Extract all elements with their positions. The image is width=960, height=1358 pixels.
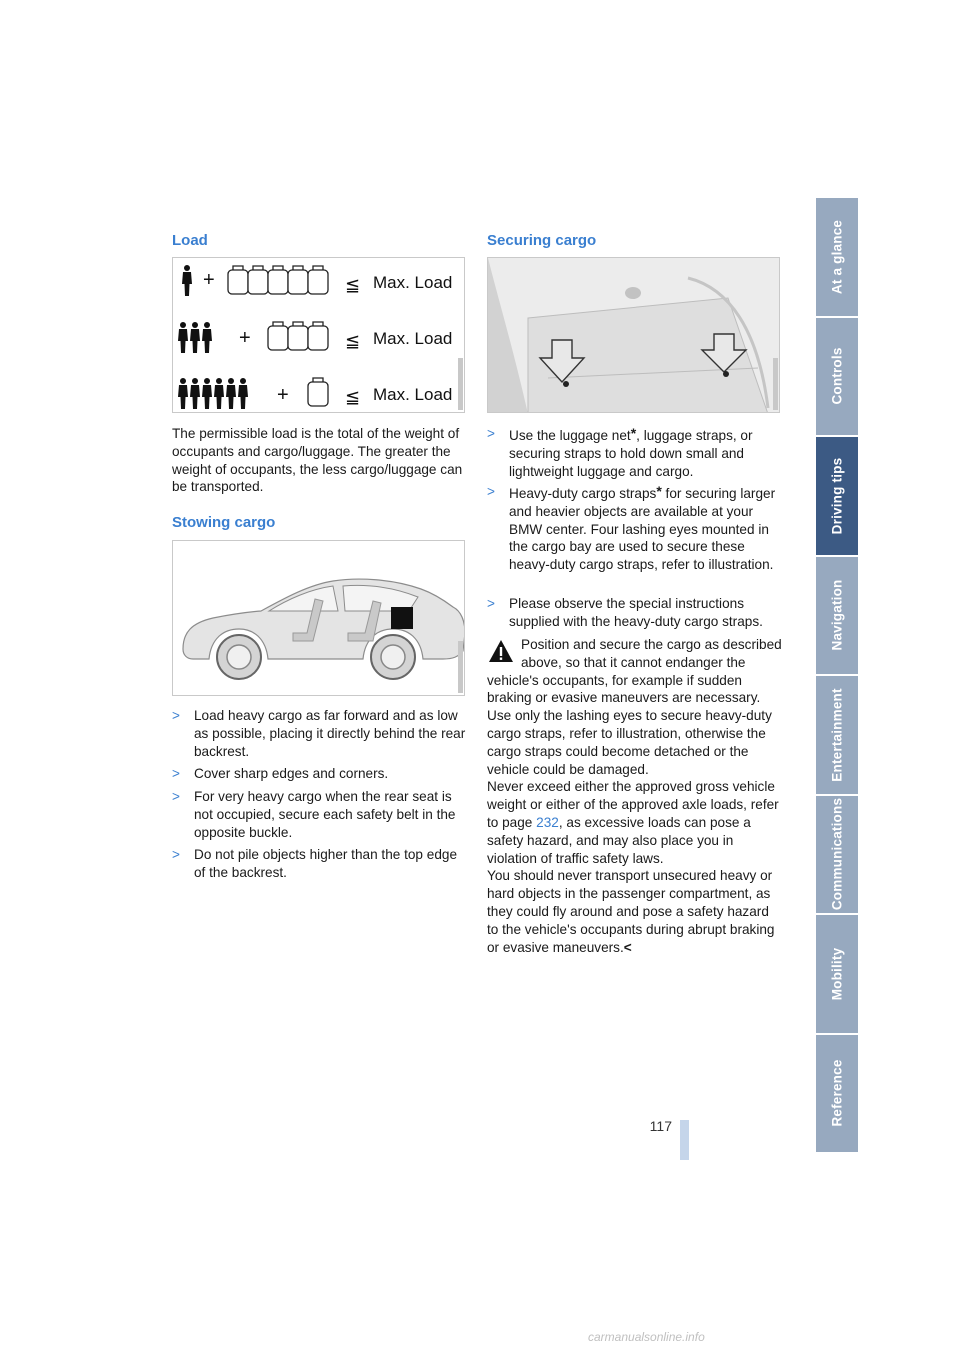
footer-watermark: carmanualsonline.info [588,1330,705,1344]
cargo-bay-illustration [488,258,780,413]
warning-paragraph-3-end: , as excessive loads can pose a safety hazard, and may also place you in violation of traffic safety laws. [487,814,751,866]
side-tabs [816,198,858,1154]
bullet-text: Please observe the special instructions supplied with the heavy-duty cargo straps. [509,596,763,629]
bullet-text: for securing larger and heavier objects are available at your BMW center. Four lashing eyes mounted in the cargo bay are used to secure these heavy-duty cargo straps, refer to illustration. [509,486,776,573]
car-figure [172,540,465,696]
bullet-mark: > [172,789,180,804]
bullet-text: , luggage straps, or securing straps to hold down small and lightweight luggage and cargo. [509,428,753,479]
svg-text:+: + [277,384,289,406]
tab-controls[interactable] [816,318,858,438]
stowing-bullet-4 [172,846,467,882]
bullet-text: Cover sharp edges and corners. [194,766,389,781]
bullet-mark: > [487,484,495,499]
tab-label: Reference [829,1059,845,1127]
svg-text:≦: ≦ [345,387,361,407]
tab-label: Entertainment [829,688,845,782]
securing-bullet-3 [487,595,783,631]
warning-paragraph-4: You should never transport unsecured heavy or hard objects in the passenger compartment, as they could fly around and pose a safety hazard to the vehicle's occupants during abrupt braking or evasive maneuvers. [487,868,775,955]
figure-code [773,358,778,410]
bullet-text: Do not pile objects higher than the top edge of the backrest. [194,847,458,880]
asterisk: * [656,483,662,499]
bullet-text: Heavy-duty cargo straps [509,486,657,501]
svg-text:≦: ≦ [345,331,361,351]
bullet-text: Use the luggage net [509,428,631,443]
stowing-bullet-1 [172,707,467,760]
securing-bullet-2 [487,483,783,574]
tab-entertainment[interactable] [816,676,858,796]
page-marker [680,1120,689,1160]
tab-mobility[interactable] [816,915,858,1035]
stowing-bullet-2 [172,765,467,783]
svg-text:+: + [203,269,215,291]
tab-label: Driving tips [829,457,845,535]
securing-heading: Securing cargo [487,232,597,249]
securing-bullet-1 [487,425,783,480]
svg-text:+: + [239,327,251,349]
tab-navigation[interactable] [816,557,858,677]
bullet-mark: > [172,847,180,862]
page-number: 117 [649,1118,672,1134]
bullet-mark: > [487,426,495,441]
tab-reference[interactable] [816,1035,858,1155]
warning-paragraph-3: Never exceed either the approved gross vehicle weight or either of the approved axle loads, refer to page [487,779,779,830]
tab-at-a-glance[interactable] [816,198,858,318]
load-figure [172,257,465,413]
load-diagram [173,258,465,413]
asterisk: * [630,425,637,441]
tab-label: Mobility [829,947,845,1001]
max-load-label-3: Max. Load [373,385,453,404]
load-heading: Load [172,232,208,249]
load-paragraph: The permissible load is the total of the weight of occupants and cargo/luggage. The greater the weight of occupants, the less cargo/luggage can be transported. [172,426,463,495]
tab-label: Communications [829,798,845,911]
svg-text:≦: ≦ [345,275,361,295]
end-mark: < [623,939,632,955]
bullet-text: For very heavy cargo when the rear seat is not occupied, secure each safety belt in the opposite buckle. [194,789,456,840]
tab-communications[interactable] [816,796,858,916]
bullet-text: Load heavy cargo as far forward and as low as possible, placing it directly behind the rear backrest. [194,708,466,759]
bullet-mark: > [172,766,180,781]
figure-code [458,358,463,410]
tab-driving-tips[interactable] [816,437,858,557]
figure-code [458,641,463,693]
tab-label: Navigation [829,579,845,651]
stowing-heading: Stowing cargo [172,514,276,531]
bullet-mark: > [172,708,180,723]
warning-paragraph-1: Position and secure the cargo as described above, so that it cannot endanger the vehicle's occupants, for example if sudden braking or evasive maneuvers are necessary. [487,637,782,706]
max-load-label-1: Max. Load [373,273,453,292]
warning-text [487,636,783,956]
page-link[interactable]: 232 [536,814,559,830]
cargo-bay-figure [487,257,780,413]
tab-label: At a glance [829,219,845,294]
cargo-box [391,607,413,629]
stowing-bullet-3 [172,788,467,841]
car-side-illustration [173,541,465,696]
max-load-label-2: Max. Load [373,329,453,348]
tab-label: Controls [829,347,845,405]
bullet-mark: > [487,596,495,611]
warning-paragraph-2: Use only the lashing eyes to secure heavy-duty cargo straps, refer to illustration, otherwise the cargo straps could become detached or the vehicle could be damaged. [487,708,772,777]
